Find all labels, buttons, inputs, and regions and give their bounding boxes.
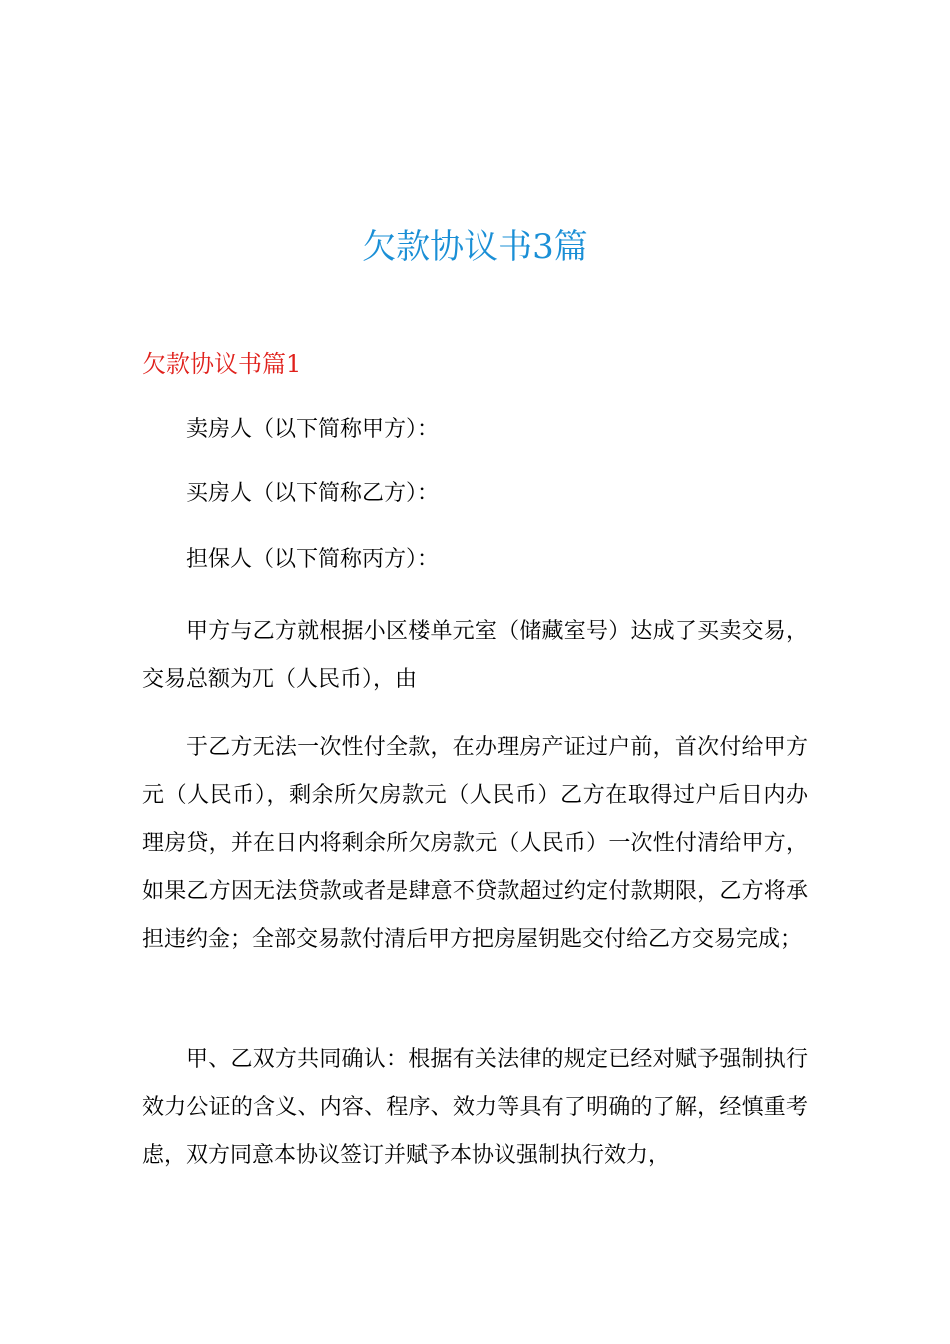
paragraph-payment-terms: 于乙方无法一次性付全款，在办理房产证过户前，首次付给甲方元（人民币），剩余所欠房款元（人民币）乙方在取得过户后日内办理房贷，并在日内将剩余所欠房款元（人民币）一次性付清给甲方，如果乙方因无法贷款或者是肆意不贷款超过约定付款期限，乙方将承担违约金；全部交易款付清后甲方把房屋钥匙交付给乙方交易完成； <box>142 735 808 952</box>
paragraph-buyer: 买房人（以下简称乙方）： <box>186 481 440 506</box>
paragraph-seller: 卖房人（以下简称甲方）： <box>186 417 440 442</box>
section-heading: 欠款协议书篇1 <box>142 350 302 378</box>
paragraph-guarantor: 担保人（以下简称丙方）： <box>186 547 440 572</box>
document-title: 欠款协议书3篇 <box>362 227 588 267</box>
paragraph-transaction: 甲方与乙方就根据小区楼单元室（储藏室号）达成了买卖交易，交易总额为兀（人民币），由 <box>142 619 808 692</box>
paragraph-confirmation: 甲、乙双方共同确认：根据有关法律的规定已经对赋予强制执行效力公证的含义、内容、程序、效力等具有了明确的了解，经慎重考虑，双方同意本协议签订并赋予本协议强制执行效力， <box>142 1047 808 1168</box>
